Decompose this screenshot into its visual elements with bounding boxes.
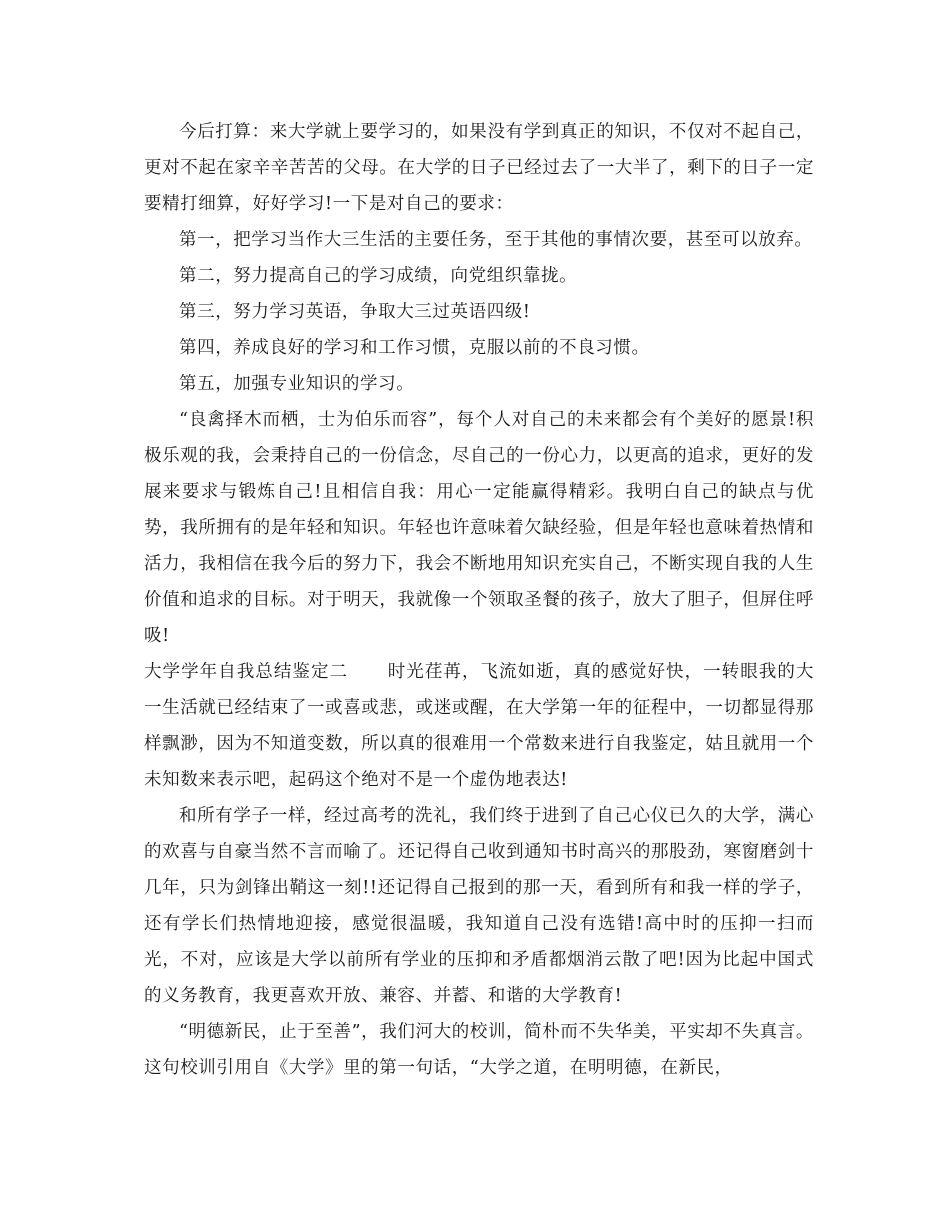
paragraph-goal-1: 第一，把学习当作大三生活的主要任务，至于其他的事情次要，甚至可以放弃。 xyxy=(179,230,813,250)
paragraph-goal-5: 第五，加强专业知识的学习。 xyxy=(179,374,415,394)
section-heading-gap xyxy=(348,662,388,682)
paragraph-plans: 今后打算：来大学就上要学习的，如果没有学到真正的知识，不仅对不起自己，更对不起在家辛辛苦苦的父母。在大学的日子已经过去了一大半了，剩下的日子一定要精打细算，好好学习!一下是对自己的要求： xyxy=(144,122,814,214)
paragraph-goal-2: 第二，努力提高自己的学习成绩，向党组织靠拢。 xyxy=(179,266,578,286)
section-heading: 大学学年自我总结鉴定二 xyxy=(144,662,349,682)
paragraph-outlook: “良禽择木而栖，士为伯乐而容”，每个人对自己的未来都会有个美好的愿景!积极乐观的我，会秉持自己的一份信念，尽自己的一份心力，以更高的追求，更好的发展来要求与锻炼自己!且相信自我：用心一定能赢得精彩。我明白自己的缺点与优势，我所拥有的是年轻和知识。年轻也许意味着欠缺经验，但是年轻也意味着热情和活力，我相信在我今后的努力下，我会不断地用知识充实自己，不断实现自我的人生价值和追求的目标。对于明天，我就像一个领取圣餐的孩子，放大了胆子，但屏住呼吸! xyxy=(144,410,814,646)
paragraph-goal-3: 第三，努力学习英语，争取大三过英语四级! xyxy=(179,302,531,322)
paragraph-goal-4: 第四，养成良好的学习和工作习惯，克服以前的不良习惯。 xyxy=(179,338,650,358)
paragraph-school-motto: “明德新民，止于至善”，我们河大的校训，简朴而不失华美，平实却不失真言。这句校训引用自《大学》里的第一句话，“大学之道，在明明德，在新民， xyxy=(144,1022,814,1078)
paragraph-section-two xyxy=(144,654,814,798)
document-body xyxy=(144,114,814,1086)
section-first-text: 时光荏苒，飞流如逝，真的感觉好快，一转眼我的大一生活就已经结束了一或喜或悲，或迷或醒，在大学第一年的征程中，一切都显得那样飘渺，因为不知道变数，所以真的很难用一个常数来进行自我鉴定，姑且就用一个未知数来表示吧，起码这个绝对不是一个虚伪地表达! xyxy=(144,662,814,790)
paragraph-university-entry: 和所有学子一样，经过高考的洗礼，我们终于进到了自己心仪已久的大学，满心的欢喜与自豪当然不言而喻了。还记得自己收到通知书时高兴的那股劲，寒窗磨剑十几年，只为剑锋出鞘这一刻!!还记得自己报到的那一天，看到所有和我一样的学子，还有学长们热情地迎接，感觉很温暖，我知道自己没有选错!高中时的压抑一扫而光，不对，应该是大学以前所有学业的压抑和矛盾都烟消云散了吧!因为比起中国式的义务教育，我更喜欢开放、兼容、并蓄、和谐的大学教育! xyxy=(144,806,814,1006)
